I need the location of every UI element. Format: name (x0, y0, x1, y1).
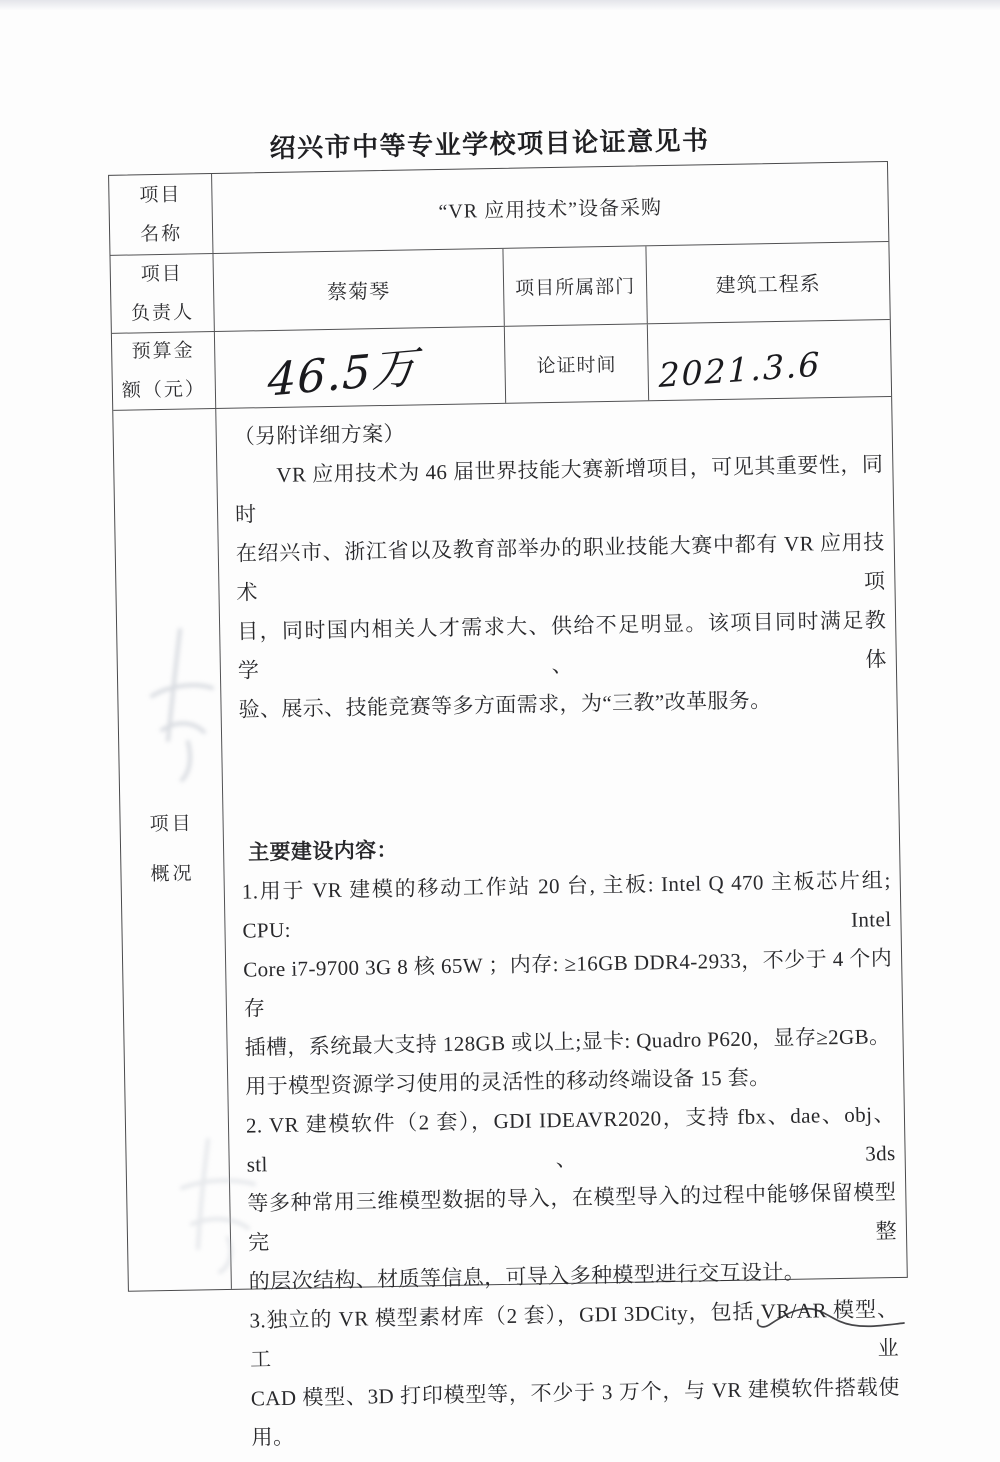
project-name-label (109, 174, 213, 255)
label-line: 项目 (140, 263, 184, 285)
overview-line: VR 应用技术为 46 届世界技能大赛新增项目，可见其重要性，同时 (234, 452, 884, 527)
overview-content (216, 397, 907, 1450)
page-title: 绍兴市中等专业学校项目论证意见书 (269, 125, 710, 164)
label-line: 预算金 (131, 340, 195, 363)
overview-line: 等多种常用三维模型数据的导入，在模型导入的过程中能够保留模型完整 (247, 1180, 898, 1255)
overview-line: CAD 模型、3D 打印模型等，不少于 3 万个，与 VR 建模软件搭载使用。 (250, 1374, 900, 1450)
ink-bleed-mark-1 (132, 612, 236, 792)
overview-line: 1.用于 VR 建模的移动工作站 20 台, 主板: Intel Q 470 主板芯片组; CPU: Intel (241, 868, 892, 943)
review-time-label: 论证时间 (536, 354, 617, 377)
overview-paragraph (246, 1095, 898, 1302)
review-time-handwritten-value: 2021.3.6 (658, 343, 822, 395)
overview-line: 用于模型资源学习使用的灵活性的移动终端设备 15 套。 (245, 1065, 771, 1099)
label-line: 负责人 (130, 301, 195, 325)
budget-label-text (112, 331, 215, 411)
row-budget (112, 320, 891, 411)
overview-paragraph (241, 861, 894, 1107)
label-line: 项目 (149, 813, 194, 836)
overview-label-text (120, 799, 224, 901)
budget-handwritten-value: 46.5万 (267, 339, 418, 407)
overview-line: 验、展示、技能竞赛等多方面需求，为“三教”改革服务。 (238, 688, 772, 722)
label-line: 概况 (150, 863, 195, 886)
budget-label (112, 332, 216, 410)
review-time-value-cell (648, 320, 891, 400)
label-line: 项目 (139, 184, 182, 206)
budget-value-cell (215, 327, 506, 408)
review-time-label-cell (505, 324, 649, 403)
leader-label (110, 254, 214, 333)
department-value: 建筑工程系 (715, 273, 821, 298)
label-line: 额（元） (121, 379, 207, 402)
leader-label-text (110, 254, 213, 334)
overview-line: 主要建设内容： (247, 837, 399, 865)
leader-value: 蔡菊琴 (326, 280, 391, 305)
overview-line: 目，同时国内相关人才需求大、供给不足明显。该项目同时满足教学、体 (236, 608, 888, 683)
overview-line: Core i7-9700 3G 8 核 65W ；内存: ≥16GB DDR4-2933，不少于 4 个内存 (243, 946, 893, 1021)
project-name-value-cell (212, 162, 888, 253)
overview-line: （另附详细方案） (233, 421, 406, 449)
overview-line: 的层次结构、材质等信息，可导入多种模型进行交互设计。 (248, 1259, 806, 1294)
overview-paragraph (234, 445, 888, 730)
department-value-cell (646, 242, 889, 323)
overview-line: 2. VR 建模软件（2 套），GDI IDEAVR2020，支持 fbx、dae、obj、stl、3ds (245, 1102, 896, 1177)
overview-line: 3.独立的 VR 模型素材库（2 套），GDI 3DCity，包括 VR/AR 模型、工业 (249, 1297, 900, 1372)
overview-line: 在绍兴市、浙江省以及教育部举办的职业技能大赛中都有 VR 应用技术项 (235, 530, 886, 605)
pen-squiggle (752, 1298, 912, 1342)
ink-bleed-mark-2 (168, 1128, 278, 1278)
department-label-cell (503, 246, 647, 326)
project-name-value: “VR 应用技术”设备采购 (438, 197, 663, 224)
overview-line: 插槽，系统最大支持 128GB 或以上;显卡: Quadro P620，显存≥2GB。 (244, 1024, 891, 1060)
leader-value-cell (213, 249, 504, 331)
project-name-label-text (109, 175, 212, 255)
row-project-name (109, 162, 888, 256)
row-leader (110, 242, 889, 334)
label-line: 名称 (139, 223, 183, 245)
department-label: 项目所属部门 (514, 276, 636, 300)
